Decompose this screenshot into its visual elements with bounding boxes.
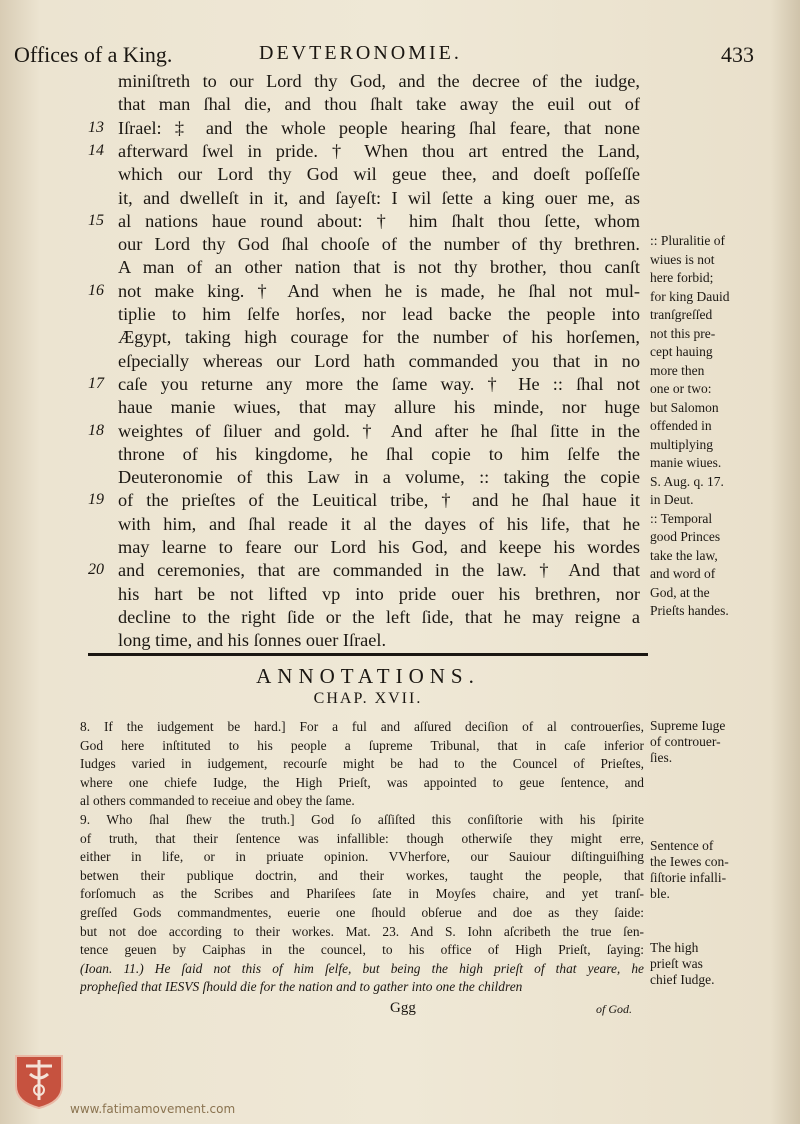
- section-rule: [88, 653, 648, 656]
- text-line: our Lord thy God ſhal chooſe of the number of thy brethren.: [118, 234, 640, 255]
- annotation-margin-line: of controuer-: [650, 734, 721, 749]
- text-line: with him, and ſhal reade it al the dayes of his life, that he: [118, 513, 640, 534]
- annotation-margin-line: the Iewes con-: [650, 854, 729, 869]
- annotation-line: of truth, that their ſentence was infallible: though otherwiſe they might erre,: [80, 830, 644, 846]
- annotation-line: God here inſtituted to his people a ſupreme Tribunal, that in caſe inferior: [80, 737, 644, 753]
- margin-note-line: Prieſts handes.: [650, 603, 729, 618]
- margin-note-line: take the law,: [650, 547, 718, 563]
- annotation-margin-note-2: [650, 838, 770, 902]
- verse-number: 13: [88, 118, 104, 136]
- verse-number: 19: [88, 491, 104, 509]
- running-head-left: Offices of a King.: [14, 42, 173, 67]
- margin-note-line: manie wiues.: [650, 455, 722, 470]
- verse-number: 17: [88, 374, 104, 392]
- annotation-margin-line: prieſt was: [650, 956, 703, 971]
- running-head-book-title: DEVTERONOMIE.: [259, 42, 462, 64]
- text-line: Deuteronomie of this Law in a volume, :: taking the copie: [118, 467, 640, 488]
- verse-number: 20: [88, 561, 104, 579]
- annotation-margin-line: Sentence of: [650, 838, 714, 853]
- text-line: haue manie wiues, that may allure his minde, nor huge: [118, 397, 640, 418]
- margin-note-line: multiplying: [650, 436, 714, 452]
- annotation-margin-line: ble.: [650, 886, 670, 901]
- margin-note-line: S. Aug. q. 17.: [650, 473, 724, 489]
- text-line: miniſtreth to our Lord thy God, and the decree of the iudge,: [118, 71, 640, 91]
- annotation-margin-note-3: [650, 940, 770, 988]
- text-line: Ægypt, taking high courage for the number of his horſemen,: [118, 327, 640, 348]
- margin-note-line: offended in: [650, 418, 712, 433]
- text-line: which our Lord thy God wil geue thee, and doeſt poſſeſſe: [118, 164, 640, 185]
- annotation-margin-line: chief Iudge.: [650, 972, 715, 987]
- verse-number: 16: [88, 281, 104, 299]
- text-line: A man of an other nation that is not thy brother, thou canſt: [118, 257, 640, 278]
- margin-note-line: here forbid;: [650, 270, 714, 285]
- text-line: may learne to feare our Lord his God, and keepe his wordes: [118, 537, 640, 557]
- text-line: long time, and his ſonnes ouer Iſrael.: [118, 630, 387, 651]
- margin-note-line: and word of: [650, 566, 716, 581]
- margin-note-line: for king Dauid: [650, 288, 730, 304]
- fatima-movement-logo: [12, 1052, 66, 1110]
- annotation-line: 8. If the iudgement be hard.] For a ful and aſſured deciſion of al controuerſies,: [80, 719, 644, 734]
- margin-note-line: God, at the: [650, 584, 710, 600]
- annotation-line: greſſed Gods commandmentes, euerie one ſhould obſerue and doe as they ſaide:: [80, 905, 644, 920]
- text-line: Iſrael: ‡ and the whole people hearing ſhal feare, that none: [118, 117, 640, 138]
- margin-note-line: cept hauing: [650, 344, 713, 359]
- text-line: not make king. † And when he is made, he ſhal not mul-: [118, 280, 640, 301]
- margin-note-line: not this pre-: [650, 325, 716, 341]
- margin-note-line: one or two:: [650, 381, 712, 396]
- annotation-margin-line: The high: [650, 940, 699, 955]
- text-line: of the prieſtes of the Leuitical tribe, † and he ſhal haue it: [118, 490, 640, 511]
- watermark-url: www.fatimamovement.com: [70, 1102, 236, 1116]
- text-line: eſpecially whereas our Lord hath commanded you that in no: [118, 350, 640, 371]
- catchword: of God.: [596, 1002, 632, 1016]
- text-line: afterward ſwel in pride. † When thou art entred the Land,: [118, 140, 640, 161]
- verse-number: 18: [88, 421, 104, 439]
- running-head: [14, 42, 754, 72]
- annotation-line: betwen their publique doctrin, and their workes, taught the people, that: [80, 867, 644, 883]
- margin-note-line: :: Pluralitie of: [650, 233, 725, 248]
- margin-note-line: more then: [650, 362, 705, 378]
- annotation-line: forſomuch as the Scribes and Phariſees ſate in Moyſes chaire, and yet tranſ-: [80, 886, 644, 902]
- annotation-line: but not doe according to their workes. Mat. 23. And S. Iohn aſcribeth the true ſen-: [80, 923, 644, 939]
- annotation-line: where one chiefe Iudge, the High Prieſt, was appointed to geue ſentence, and: [80, 774, 644, 790]
- text-line: decline to the right ſide or the left ſide, that he may reigne a: [118, 606, 640, 627]
- annotation-margin-line: Supreme Iuge: [650, 718, 726, 733]
- margin-note-line: wiues is not: [650, 251, 715, 267]
- margin-note-line: tranſgreſſed: [650, 307, 713, 322]
- page-number: 433: [721, 42, 754, 67]
- text-line: and ceremonies, that are commanded in the law. † And that: [118, 560, 640, 581]
- annotation-margin-note-1: [650, 718, 770, 766]
- text-line: tiplie to him ſelfe horſes, nor lead backe the people into: [118, 304, 640, 324]
- text-line: caſe you returne any more the ſame way. † He :: ſhal not: [118, 373, 640, 394]
- margin-notes-upper: [650, 233, 770, 622]
- annotation-line: either in life, or in priuate opinion. VVherfore, our Sauiour diſtinguiſhing: [80, 849, 644, 865]
- text-line: weightes of ſiluer and gold. † And after he ſhal ſitte in the: [118, 420, 640, 441]
- text-line: throne of his kingdome, he ſhal copie to him ſelfe the: [118, 443, 640, 464]
- annotations-title: ANNOTATIONS.: [256, 664, 480, 688]
- verse-number: 15: [88, 211, 104, 229]
- signature-mark: Ggg: [390, 1000, 416, 1016]
- annotation-line: Iudges varied in iudgement, recourſe might be had to the Councel of Prieſtes,: [80, 756, 644, 772]
- annotation-margin-line: ſies.: [650, 750, 673, 765]
- margin-note-line: but Salomon: [650, 399, 719, 415]
- margin-note-line: in Deut.: [650, 492, 694, 507]
- annotation-line: 9. Who ſhal ſhew the truth.] God ſo aſſiſted this conſiſtorie with his ſpirite: [80, 812, 644, 827]
- text-line: al nations haue round about: † him ſhalt thou ſette, whom: [118, 210, 640, 231]
- margin-note-line: good Princes: [650, 529, 721, 544]
- text-line: that man ſhal die, and thou ſhalt take away the euil out of: [118, 94, 640, 115]
- margin-note-line: :: Temporal: [650, 510, 713, 526]
- annotation-line: tence geuen by Caiphas in the councel, to his office of High Prieſt, ſaying:: [80, 942, 644, 958]
- text-line: his hart be not lifted vp into pride ouer his brethren, nor: [118, 583, 640, 604]
- verse-number: 14: [88, 141, 104, 159]
- annotations-chapter: CHAP. XVII.: [313, 690, 423, 707]
- text-line: it, and dwelleſt in it, and ſayeſt: I wil ſette a king ouer me, as: [118, 187, 640, 208]
- annotation-margin-line: ſiſtorie infalli-: [650, 870, 727, 885]
- annotation-line: (Ioan. 11.) He ſaid not this of him ſelfe, but being the high prieſt of that yeare, he: [80, 960, 644, 976]
- annotation-line: al others commanded to receiue and obey the ſame.: [80, 793, 355, 809]
- annotation-line: propheſied that IESVS ſhould die for the nation and to gather into one the children: [80, 979, 523, 995]
